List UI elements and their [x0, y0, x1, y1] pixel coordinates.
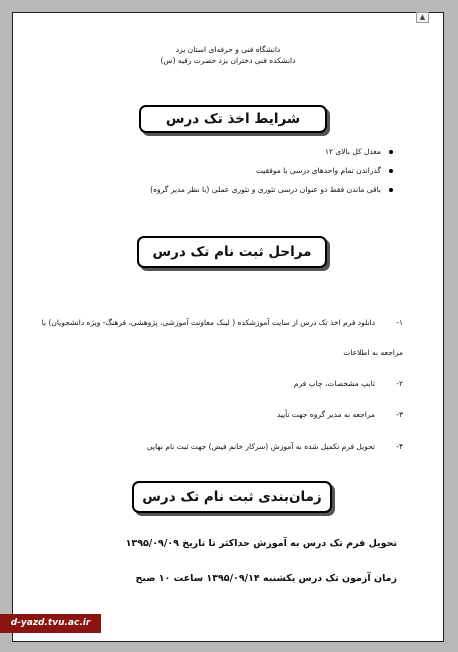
- step-item: [33, 318, 403, 328]
- step-text: مراجعه به مدیر گروه جهت تأیید: [276, 410, 375, 419]
- conditions-list: [93, 147, 393, 204]
- schedule-deadline: تحویل فرم تک درس به آموزش حداکثر تا تاریخ ۱۳۹۵/۰۹/۰۹: [125, 538, 397, 549]
- steps-title: مراحل ثبت نام تک درس: [152, 244, 312, 260]
- condition-item: معدل کل بالای ۱۲: [93, 147, 393, 157]
- schedule-exam: زمان آزمون تک درس یکشنبه ۱۳۹۵/۰۹/۱۴ ساعت ۱۰ صبح: [135, 573, 397, 584]
- conditions-title-box: [139, 105, 327, 133]
- header: [13, 44, 443, 66]
- steps-title-box: [137, 236, 327, 268]
- step-number: ۴-: [396, 442, 403, 451]
- step-number: ۲-: [396, 379, 403, 388]
- schedule-title: زمان‌بندی ثبت نام تک درس: [142, 489, 322, 505]
- step-text: تحویل فرم تکمیل شده به آموزش (سرکار خانم فیض) جهت ثبت نام نهایی: [146, 442, 375, 451]
- watermark-logo: d-yazd.tvu.ac.ir: [0, 614, 101, 633]
- step-text: مراجعه به اطلاعات: [343, 348, 403, 357]
- condition-item: گذراندن تمام واحدهای درسی با موفقیت: [93, 166, 393, 176]
- conditions-title: شرایط اخذ تک درس: [165, 111, 301, 127]
- step-item: [33, 442, 403, 452]
- step-number: ۱-: [396, 318, 403, 327]
- step-text: تایپ مشخصات، چاپ فرم: [293, 379, 375, 388]
- header-line-1: دانشگاه فنی و حرفه‌ای استان یزد: [175, 45, 281, 54]
- step-item: [33, 379, 403, 389]
- condition-item: باقی ماندن فقط دو عنوان درسی تئوری و تئوری عملی (با نظر مدیر گروه): [93, 185, 393, 195]
- header-line-2: دانشکده فنی دختران یزد حضرت رقیه (س): [160, 56, 296, 65]
- scroll-up-icon[interactable]: ▲: [416, 12, 429, 23]
- step-item: [33, 348, 403, 358]
- step-item: [33, 410, 403, 420]
- schedule-title-box: [132, 481, 332, 513]
- document-page: [12, 12, 444, 642]
- step-text: دانلود فرم اخذ تک درس از سایت آموزشکده ( لینک معاونت آموزشی، پژوهشی، فرهنگ- ویژه دانشجویان) با: [41, 318, 375, 327]
- step-number: ۳-: [396, 410, 403, 419]
